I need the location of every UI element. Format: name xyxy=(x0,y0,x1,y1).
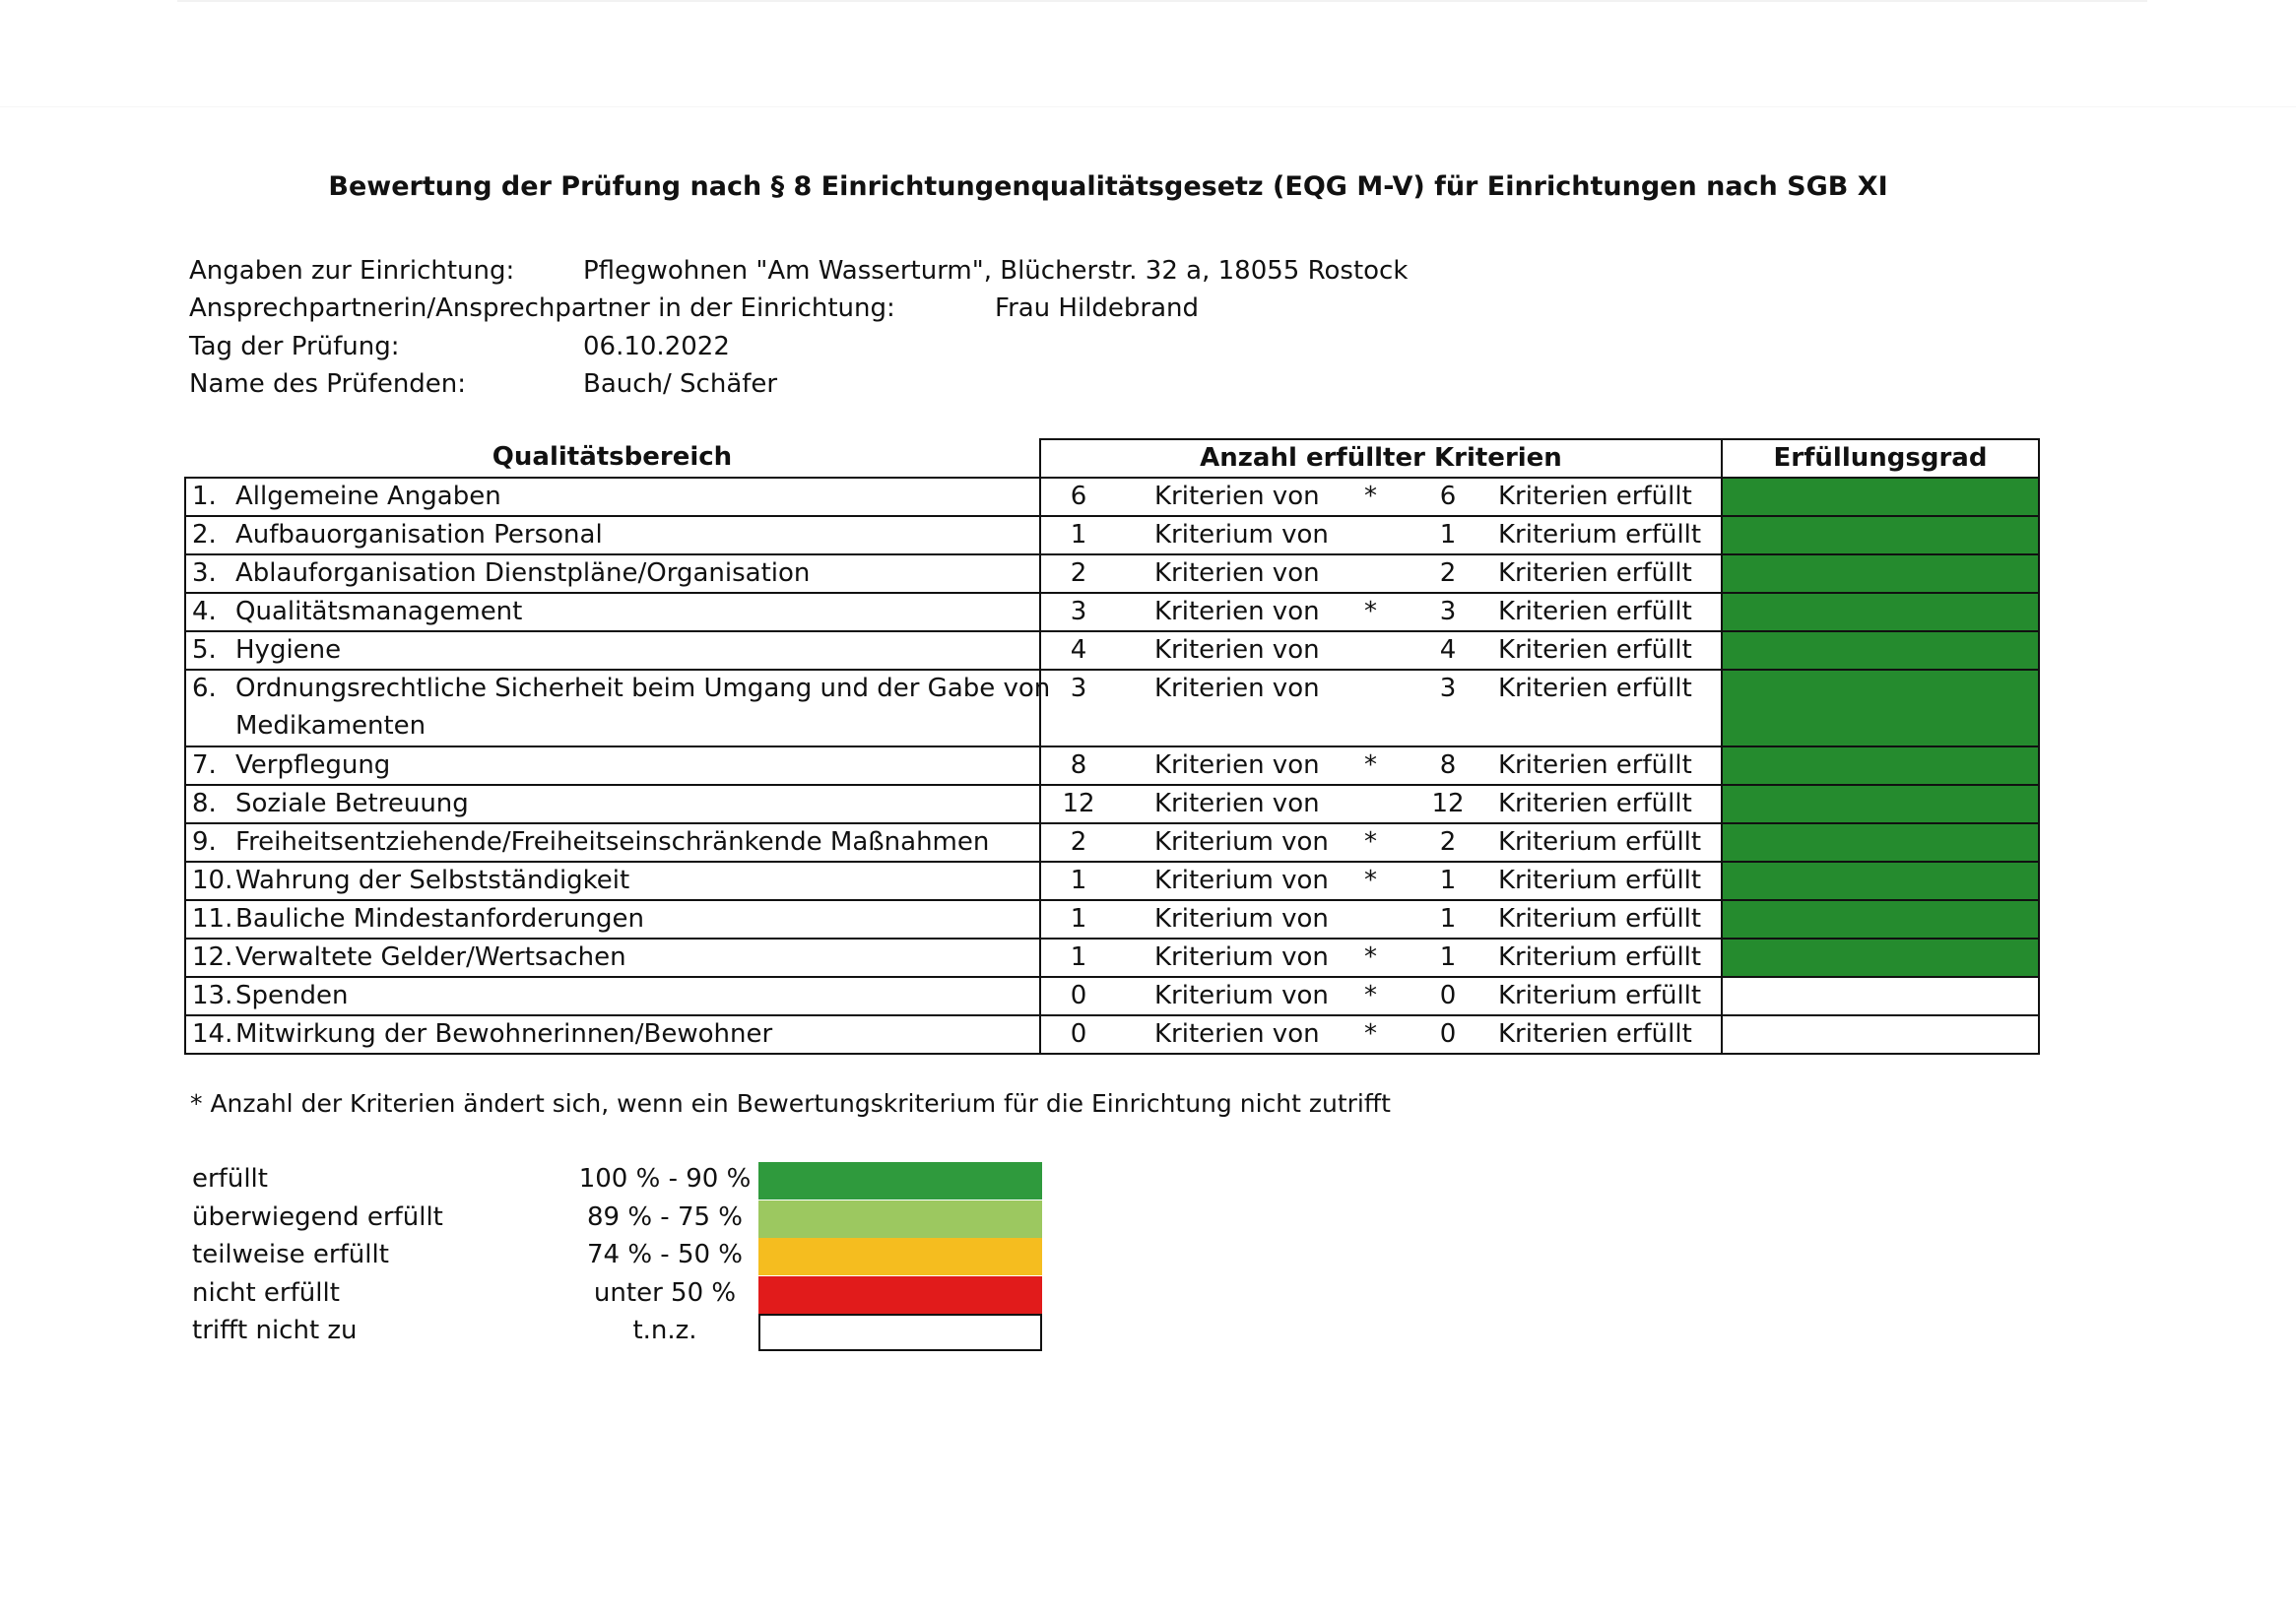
cell-qualitaetsbereich xyxy=(185,1015,1040,1054)
criteria-label-from: Kriterien von xyxy=(1154,1019,1320,1049)
count-fulfilled: 1 xyxy=(1070,866,1087,895)
cell-anzahl xyxy=(1040,785,1722,823)
table-row xyxy=(185,977,2039,1015)
cell-anzahl xyxy=(1040,554,1722,593)
row-number: 14. xyxy=(192,1019,233,1049)
criteria-label-fulfilled: Kriterien erfüllt xyxy=(1498,789,1692,818)
count-fulfilled: 1 xyxy=(1070,942,1087,972)
table-row xyxy=(185,939,2039,977)
cell-erfuellungsgrad-erfuellt xyxy=(1722,631,2039,670)
cell-qualitaetsbereich xyxy=(185,516,1040,554)
criteria-label-from: Kriterium von xyxy=(1154,942,1329,972)
cell-anzahl xyxy=(1040,478,1722,516)
criteria-label-fulfilled: Kriterium erfüllt xyxy=(1498,520,1702,550)
legend-range-teilweise: 74 % - 50 % xyxy=(586,1240,744,1269)
criteria-label-fulfilled: Kriterien erfüllt xyxy=(1498,558,1692,588)
legend-range-erfuellt: 100 % - 90 % xyxy=(578,1164,752,1194)
row-name: Soziale Betreuung xyxy=(235,789,469,818)
count-fulfilled: 2 xyxy=(1070,558,1087,588)
quality-table xyxy=(184,438,2040,1055)
scan-edge-line xyxy=(0,106,2296,107)
cell-erfuellungsgrad-tnz xyxy=(1722,977,2039,1015)
row-number: 9. xyxy=(192,827,217,857)
count-fulfilled: 3 xyxy=(1070,674,1087,703)
document-title: Bewertung der Prüfung nach § 8 Einrichtungenqualitätsgesetz (EQG M-V) für Einrichtungen nach SGB XI xyxy=(328,171,1888,202)
count-total: 1 xyxy=(1439,904,1457,934)
cell-anzahl xyxy=(1040,900,1722,939)
row-number: 1. xyxy=(192,482,217,511)
criteria-label-fulfilled: Kriterium erfüllt xyxy=(1498,904,1702,934)
row-name: Hygiene xyxy=(235,635,342,665)
footnote: * Anzahl der Kriterien ändert sich, wenn ein Bewertungskriterium für die Einrichtung nicht zutrifft xyxy=(190,1089,1391,1118)
table-row xyxy=(185,670,2039,746)
cell-qualitaetsbereich xyxy=(185,554,1040,593)
asterisk-marker: * xyxy=(1364,981,1377,1010)
cell-erfuellungsgrad-erfuellt xyxy=(1722,785,2039,823)
cell-qualitaetsbereich xyxy=(185,670,1051,746)
count-fulfilled: 3 xyxy=(1070,597,1087,626)
cell-qualitaetsbereich xyxy=(185,939,1040,977)
cell-erfuellungsgrad-erfuellt xyxy=(1722,939,2039,977)
table-header-row xyxy=(185,439,2039,478)
cell-anzahl xyxy=(1040,977,1722,1015)
cell-erfuellungsgrad-erfuellt xyxy=(1722,900,2039,939)
legend-label-ueberwiegend: überwiegend erfüllt xyxy=(192,1202,443,1232)
legend-swatch-erfuellt xyxy=(758,1162,1042,1200)
count-total: 3 xyxy=(1439,597,1457,626)
row-name: Allgemeine Angaben xyxy=(235,482,501,511)
cell-qualitaetsbereich xyxy=(185,631,1040,670)
table-body xyxy=(185,478,2039,1054)
table-row xyxy=(185,862,2039,900)
legend-range-nicht: unter 50 % xyxy=(593,1278,737,1308)
info-label-ansprechpartner: Ansprechpartnerin/Ansprechpartner in der Einrichtung: xyxy=(189,293,895,323)
table-row xyxy=(185,593,2039,631)
cell-anzahl xyxy=(1040,593,1722,631)
table-row xyxy=(185,478,2039,516)
cell-erfuellungsgrad-erfuellt xyxy=(1722,554,2039,593)
legend-swatch-teilweise xyxy=(758,1238,1042,1275)
row-name: Ordnungsrechtliche Sicherheit beim Umgang und der Gabe von xyxy=(235,674,1051,703)
count-total: 0 xyxy=(1439,1019,1457,1049)
row-name: Freiheitsentziehende/Freiheitseinschränkende Maßnahmen xyxy=(235,827,990,857)
row-number: 12. xyxy=(192,942,233,972)
asterisk-marker: * xyxy=(1364,597,1377,626)
row-name: Verpflegung xyxy=(235,750,391,780)
row-name: Verwaltete Gelder/Wertsachen xyxy=(235,942,626,972)
cell-erfuellungsgrad-erfuellt xyxy=(1722,478,2039,516)
row-number: 10. xyxy=(192,866,233,895)
cell-qualitaetsbereich xyxy=(185,977,1040,1015)
cell-qualitaetsbereich xyxy=(185,785,1040,823)
legend-label-tnz: trifft nicht zu xyxy=(192,1316,358,1345)
cell-anzahl xyxy=(1040,939,1722,977)
count-fulfilled: 12 xyxy=(1062,789,1095,818)
criteria-label-from: Kriterium von xyxy=(1154,904,1329,934)
count-total: 4 xyxy=(1439,635,1457,665)
criteria-label-fulfilled: Kriterien erfüllt xyxy=(1498,674,1692,703)
count-fulfilled: 8 xyxy=(1070,750,1087,780)
criteria-label-from: Kriterium von xyxy=(1154,827,1329,857)
criteria-label-from: Kriterium von xyxy=(1154,866,1329,895)
criteria-label-from: Kriterien von xyxy=(1154,558,1320,588)
table-row xyxy=(185,900,2039,939)
scan-edge-top xyxy=(177,0,2147,2)
legend-label-nicht: nicht erfüllt xyxy=(192,1278,340,1308)
criteria-label-from: Kriterien von xyxy=(1154,674,1320,703)
cell-anzahl xyxy=(1040,516,1722,554)
cell-erfuellungsgrad-erfuellt xyxy=(1722,516,2039,554)
asterisk-marker: * xyxy=(1364,942,1377,972)
row-number: 6. xyxy=(192,674,217,703)
row-name-continued: Medikamenten xyxy=(235,711,426,741)
cell-anzahl xyxy=(1040,862,1722,900)
row-name: Ablauforganisation Dienstpläne/Organisation xyxy=(235,558,811,588)
criteria-label-fulfilled: Kriterium erfüllt xyxy=(1498,942,1702,972)
count-total: 1 xyxy=(1439,520,1457,550)
table-row xyxy=(185,554,2039,593)
row-number: 13. xyxy=(192,981,233,1010)
cell-erfuellungsgrad-erfuellt xyxy=(1722,593,2039,631)
count-total: 6 xyxy=(1439,482,1457,511)
row-name: Bauliche Mindestanforderungen xyxy=(235,904,644,934)
cell-qualitaetsbereich xyxy=(185,593,1040,631)
count-fulfilled: 1 xyxy=(1070,520,1087,550)
criteria-label-fulfilled: Kriterien erfüllt xyxy=(1498,597,1692,626)
count-fulfilled: 1 xyxy=(1070,904,1087,934)
legend-swatch-nicht xyxy=(758,1276,1042,1314)
row-number: 8. xyxy=(192,789,217,818)
info-value-pruefende: Bauch/ Schäfer xyxy=(583,369,778,399)
count-fulfilled: 0 xyxy=(1070,1019,1087,1049)
header-erfuellungsgrad: Erfüllungsgrad xyxy=(1722,439,2039,478)
row-name: Wahrung der Selbstständigkeit xyxy=(235,866,630,895)
info-value-einrichtung: Pflegwohnen "Am Wasserturm", Blücherstr. 32 a, 18055 Rostock xyxy=(583,256,1409,286)
cell-anzahl xyxy=(1040,1015,1722,1054)
info-value-pruefungstag: 06.10.2022 xyxy=(583,332,730,361)
legend-label-teilweise: teilweise erfüllt xyxy=(192,1240,389,1269)
cell-anzahl xyxy=(1040,631,1722,670)
legend-swatch-ueberwiegend xyxy=(758,1200,1042,1238)
count-fulfilled: 6 xyxy=(1070,482,1087,511)
criteria-label-from: Kriterien von xyxy=(1154,597,1320,626)
criteria-label-from: Kriterien von xyxy=(1154,789,1320,818)
cell-erfuellungsgrad-erfuellt xyxy=(1722,823,2039,862)
row-number: 2. xyxy=(192,520,217,550)
cell-erfuellungsgrad-tnz xyxy=(1722,1015,2039,1054)
info-label-pruefende: Name des Prüfenden: xyxy=(189,369,467,399)
count-total: 1 xyxy=(1439,866,1457,895)
count-total: 3 xyxy=(1439,674,1457,703)
criteria-label-fulfilled: Kriterien erfüllt xyxy=(1498,635,1692,665)
count-total: 1 xyxy=(1439,942,1457,972)
header-anzahl: Anzahl erfüllter Kriterien xyxy=(1040,439,1722,478)
cell-qualitaetsbereich xyxy=(185,746,1040,785)
criteria-label-from: Kriterium von xyxy=(1154,520,1329,550)
legend-range-tnz: t.n.z. xyxy=(632,1316,697,1345)
count-fulfilled: 4 xyxy=(1070,635,1087,665)
info-label-pruefungstag: Tag der Prüfung: xyxy=(189,332,400,361)
criteria-label-fulfilled: Kriterien erfüllt xyxy=(1498,482,1692,511)
table-row xyxy=(185,631,2039,670)
count-fulfilled: 2 xyxy=(1070,827,1087,857)
row-name: Mitwirkung der Bewohnerinnen/Bewohner xyxy=(235,1019,773,1049)
cell-anzahl xyxy=(1040,746,1722,785)
legend-label-erfuellt: erfüllt xyxy=(192,1164,268,1194)
table-row xyxy=(185,1015,2039,1054)
count-total: 2 xyxy=(1439,827,1457,857)
row-number: 11. xyxy=(192,904,233,934)
table-row xyxy=(185,785,2039,823)
legend-range-ueberwiegend: 89 % - 75 % xyxy=(586,1202,744,1232)
cell-erfuellungsgrad-erfuellt xyxy=(1722,670,2039,746)
asterisk-marker: * xyxy=(1364,482,1377,511)
cell-qualitaetsbereich xyxy=(185,823,1040,862)
table-row xyxy=(185,516,2039,554)
cell-anzahl xyxy=(1040,670,1722,746)
info-label-einrichtung: Angaben zur Einrichtung: xyxy=(189,256,515,286)
info-value-ansprechpartner: Frau Hildebrand xyxy=(995,293,1200,323)
criteria-label-fulfilled: Kriterium erfüllt xyxy=(1498,981,1702,1010)
row-number: 4. xyxy=(192,597,217,626)
table-row xyxy=(185,823,2039,862)
header-qualitaetsbereich: Qualitätsbereich xyxy=(492,442,733,472)
row-number: 7. xyxy=(192,750,217,780)
row-number: 3. xyxy=(192,558,217,588)
criteria-label-fulfilled: Kriterium erfüllt xyxy=(1498,866,1702,895)
asterisk-marker: * xyxy=(1364,866,1377,895)
criteria-label-from: Kriterium von xyxy=(1154,981,1329,1010)
count-total: 2 xyxy=(1439,558,1457,588)
criteria-label-from: Kriterien von xyxy=(1154,635,1320,665)
cell-qualitaetsbereich xyxy=(185,900,1040,939)
legend-swatch-tnz xyxy=(758,1314,1042,1351)
count-total: 8 xyxy=(1439,750,1457,780)
count-total: 0 xyxy=(1439,981,1457,1010)
criteria-label-fulfilled: Kriterien erfüllt xyxy=(1498,750,1692,780)
row-number: 5. xyxy=(192,635,217,665)
row-name: Qualitätsmanagement xyxy=(235,597,523,626)
cell-erfuellungsgrad-erfuellt xyxy=(1722,746,2039,785)
criteria-label-fulfilled: Kriterien erfüllt xyxy=(1498,1019,1692,1049)
criteria-label-from: Kriterien von xyxy=(1154,750,1320,780)
cell-erfuellungsgrad-erfuellt xyxy=(1722,862,2039,900)
count-total: 12 xyxy=(1431,789,1465,818)
criteria-label-fulfilled: Kriterium erfüllt xyxy=(1498,827,1702,857)
asterisk-marker: * xyxy=(1364,750,1377,780)
row-name: Spenden xyxy=(235,981,349,1010)
cell-anzahl xyxy=(1040,823,1722,862)
count-fulfilled: 0 xyxy=(1070,981,1087,1010)
asterisk-marker: * xyxy=(1364,827,1377,857)
cell-qualitaetsbereich xyxy=(185,478,1040,516)
table-row xyxy=(185,746,2039,785)
cell-qualitaetsbereich xyxy=(185,862,1040,900)
asterisk-marker: * xyxy=(1364,1019,1377,1049)
row-name: Aufbauorganisation Personal xyxy=(235,520,603,550)
criteria-label-from: Kriterien von xyxy=(1154,482,1320,511)
